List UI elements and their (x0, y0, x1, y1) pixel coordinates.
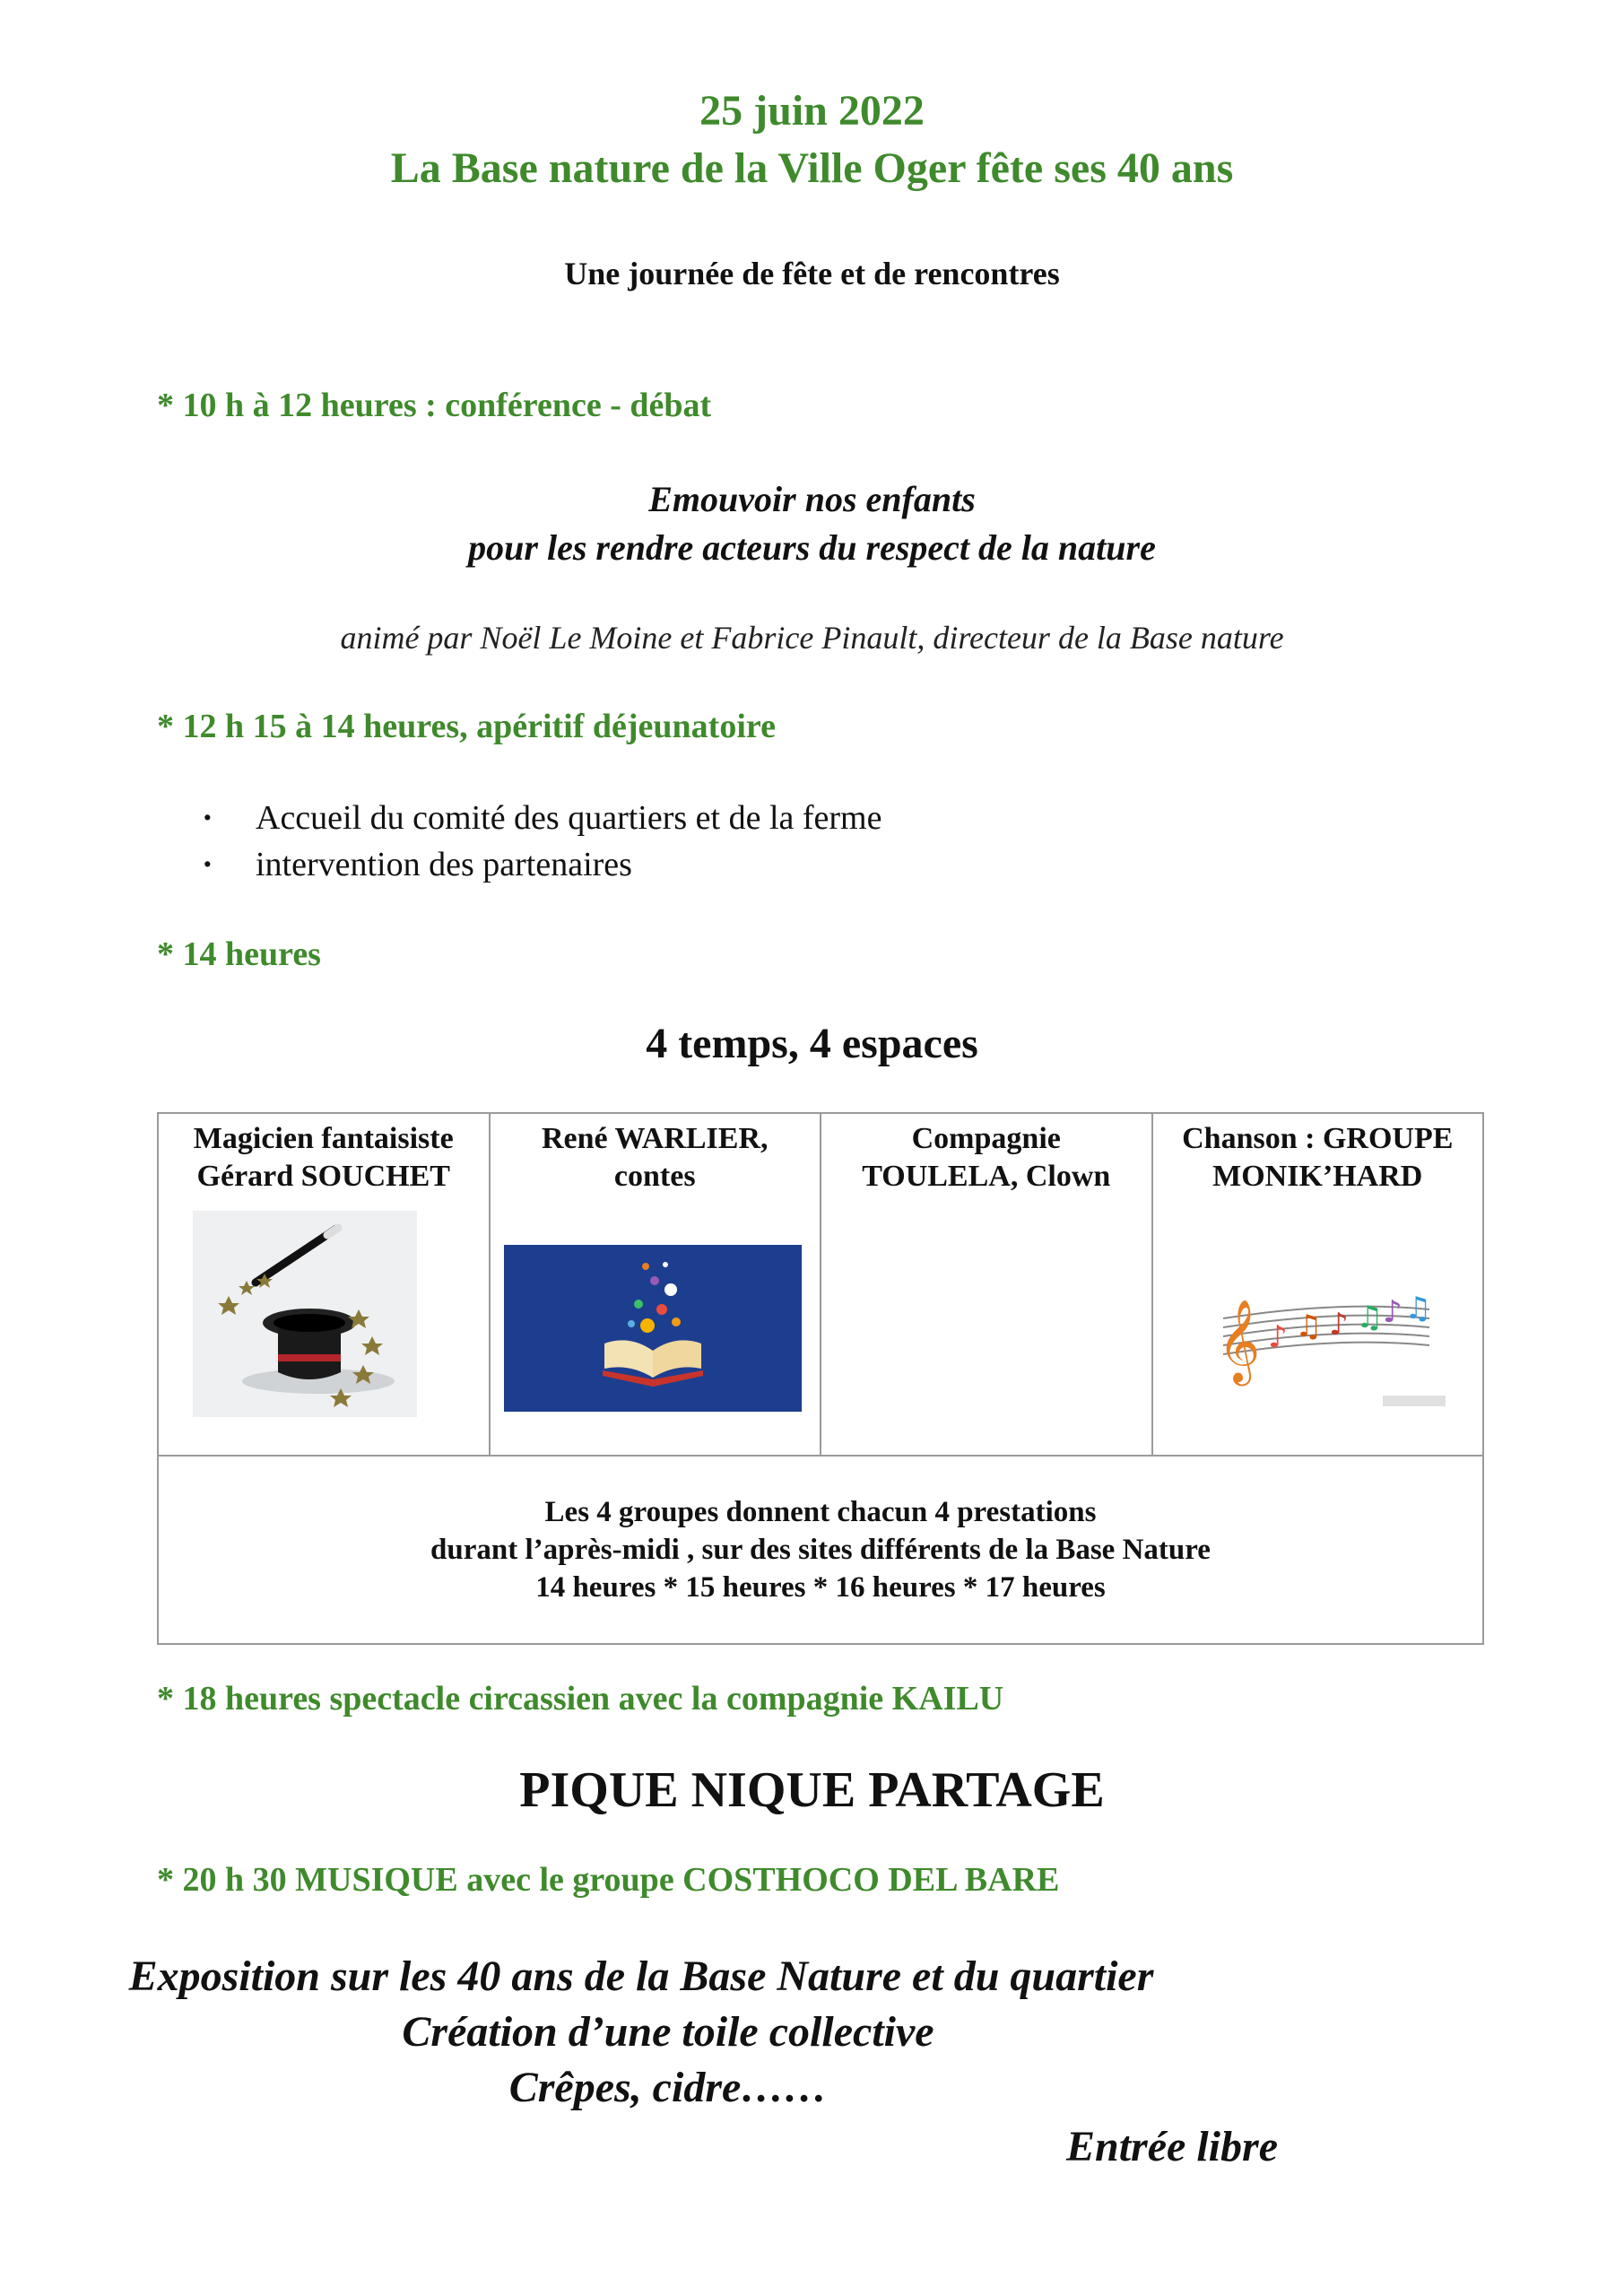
crepes-line: Crêpes, cidre…… (508, 2064, 828, 2111)
list-item: · Accueil du comité des quartiers et de la ferme (202, 795, 881, 841)
group-cell-clown (821, 1113, 1152, 1456)
music-notes-icon (1205, 1265, 1474, 1426)
storybook-icon (504, 1245, 802, 1412)
picnic-heading: PIQUE NIQUE PARTAGE (519, 1762, 1105, 1818)
svg-text:𝄞: 𝄞 (1217, 1299, 1260, 1382)
event-title: La Base nature de la Ville Oger fête ses 40 ans (390, 144, 1234, 192)
event-date: 25 juin 2022 (699, 87, 925, 135)
free-entry: Entrée libre (1066, 2123, 1278, 2170)
exhibition-line: Exposition sur les 40 ans de la Base Nature et du quartier (128, 1952, 1154, 2000)
noon-list (202, 795, 881, 888)
afternoon-time: * 14 heures (157, 935, 321, 973)
svg-text:♫: ♫ (1294, 1309, 1322, 1344)
group-cell-song (1152, 1113, 1484, 1456)
group-cell-magician (158, 1113, 490, 1456)
group-cell-storyteller (490, 1113, 821, 1456)
svg-text:♪: ♪ (1267, 1319, 1288, 1355)
conference-hosts: animé par Noël Le Moine et Fabrice Pinault, directeur de la Base nature (340, 620, 1284, 656)
group-name: Compagnie TOULELA, Clown (862, 1122, 1111, 1193)
afternoon-heading: 4 temps, 4 espaces (646, 1020, 978, 1067)
svg-text:♫: ♫ (1355, 1300, 1383, 1335)
conference-topic-line1: Emouvoir nos enfants (648, 479, 976, 519)
svg-text:♪: ♪ (1382, 1294, 1403, 1330)
svg-text:♫: ♫ (1403, 1291, 1431, 1326)
conference-topic-line2: pour les rendre acteurs du respect de la nature (468, 527, 1156, 568)
magic-hat-icon (193, 1211, 417, 1417)
list-item: · intervention des partenaires (202, 841, 881, 888)
event-subtitle: Une journée de fête et de rencontres (564, 256, 1060, 291)
schedule-note: Les 4 groupes donnent chacun 4 prestations durant l’après-midi , sur des sites différents de la Base Nature 14 heures * 15 heures * 16 heures * 17 heures (158, 1456, 1483, 1644)
group-name: Chanson : GROUPE MONIK’HARD (1182, 1122, 1454, 1193)
svg-text:♪: ♪ (1328, 1307, 1349, 1343)
morning-time: * 10 h à 12 heures : conférence - débat (157, 387, 712, 424)
evening-show: * 18 heures spectacle circassien avec la compagnie KAILU (157, 1680, 1004, 1718)
noon-time: * 12 h 15 à 14 heures, apéritif déjeunatoire (157, 708, 776, 745)
groups-table (157, 1112, 1484, 1645)
group-name: René WARLIER, contes (541, 1122, 769, 1193)
evening-music: * 20 h 30 MUSIQUE avec le groupe COSTHOCO DEL BARE (157, 1861, 1060, 1899)
group-name: Magicien fantaisiste Gérard SOUCHET (193, 1122, 454, 1193)
collective-canvas-line: Création d’une toile collective (402, 2008, 934, 2056)
